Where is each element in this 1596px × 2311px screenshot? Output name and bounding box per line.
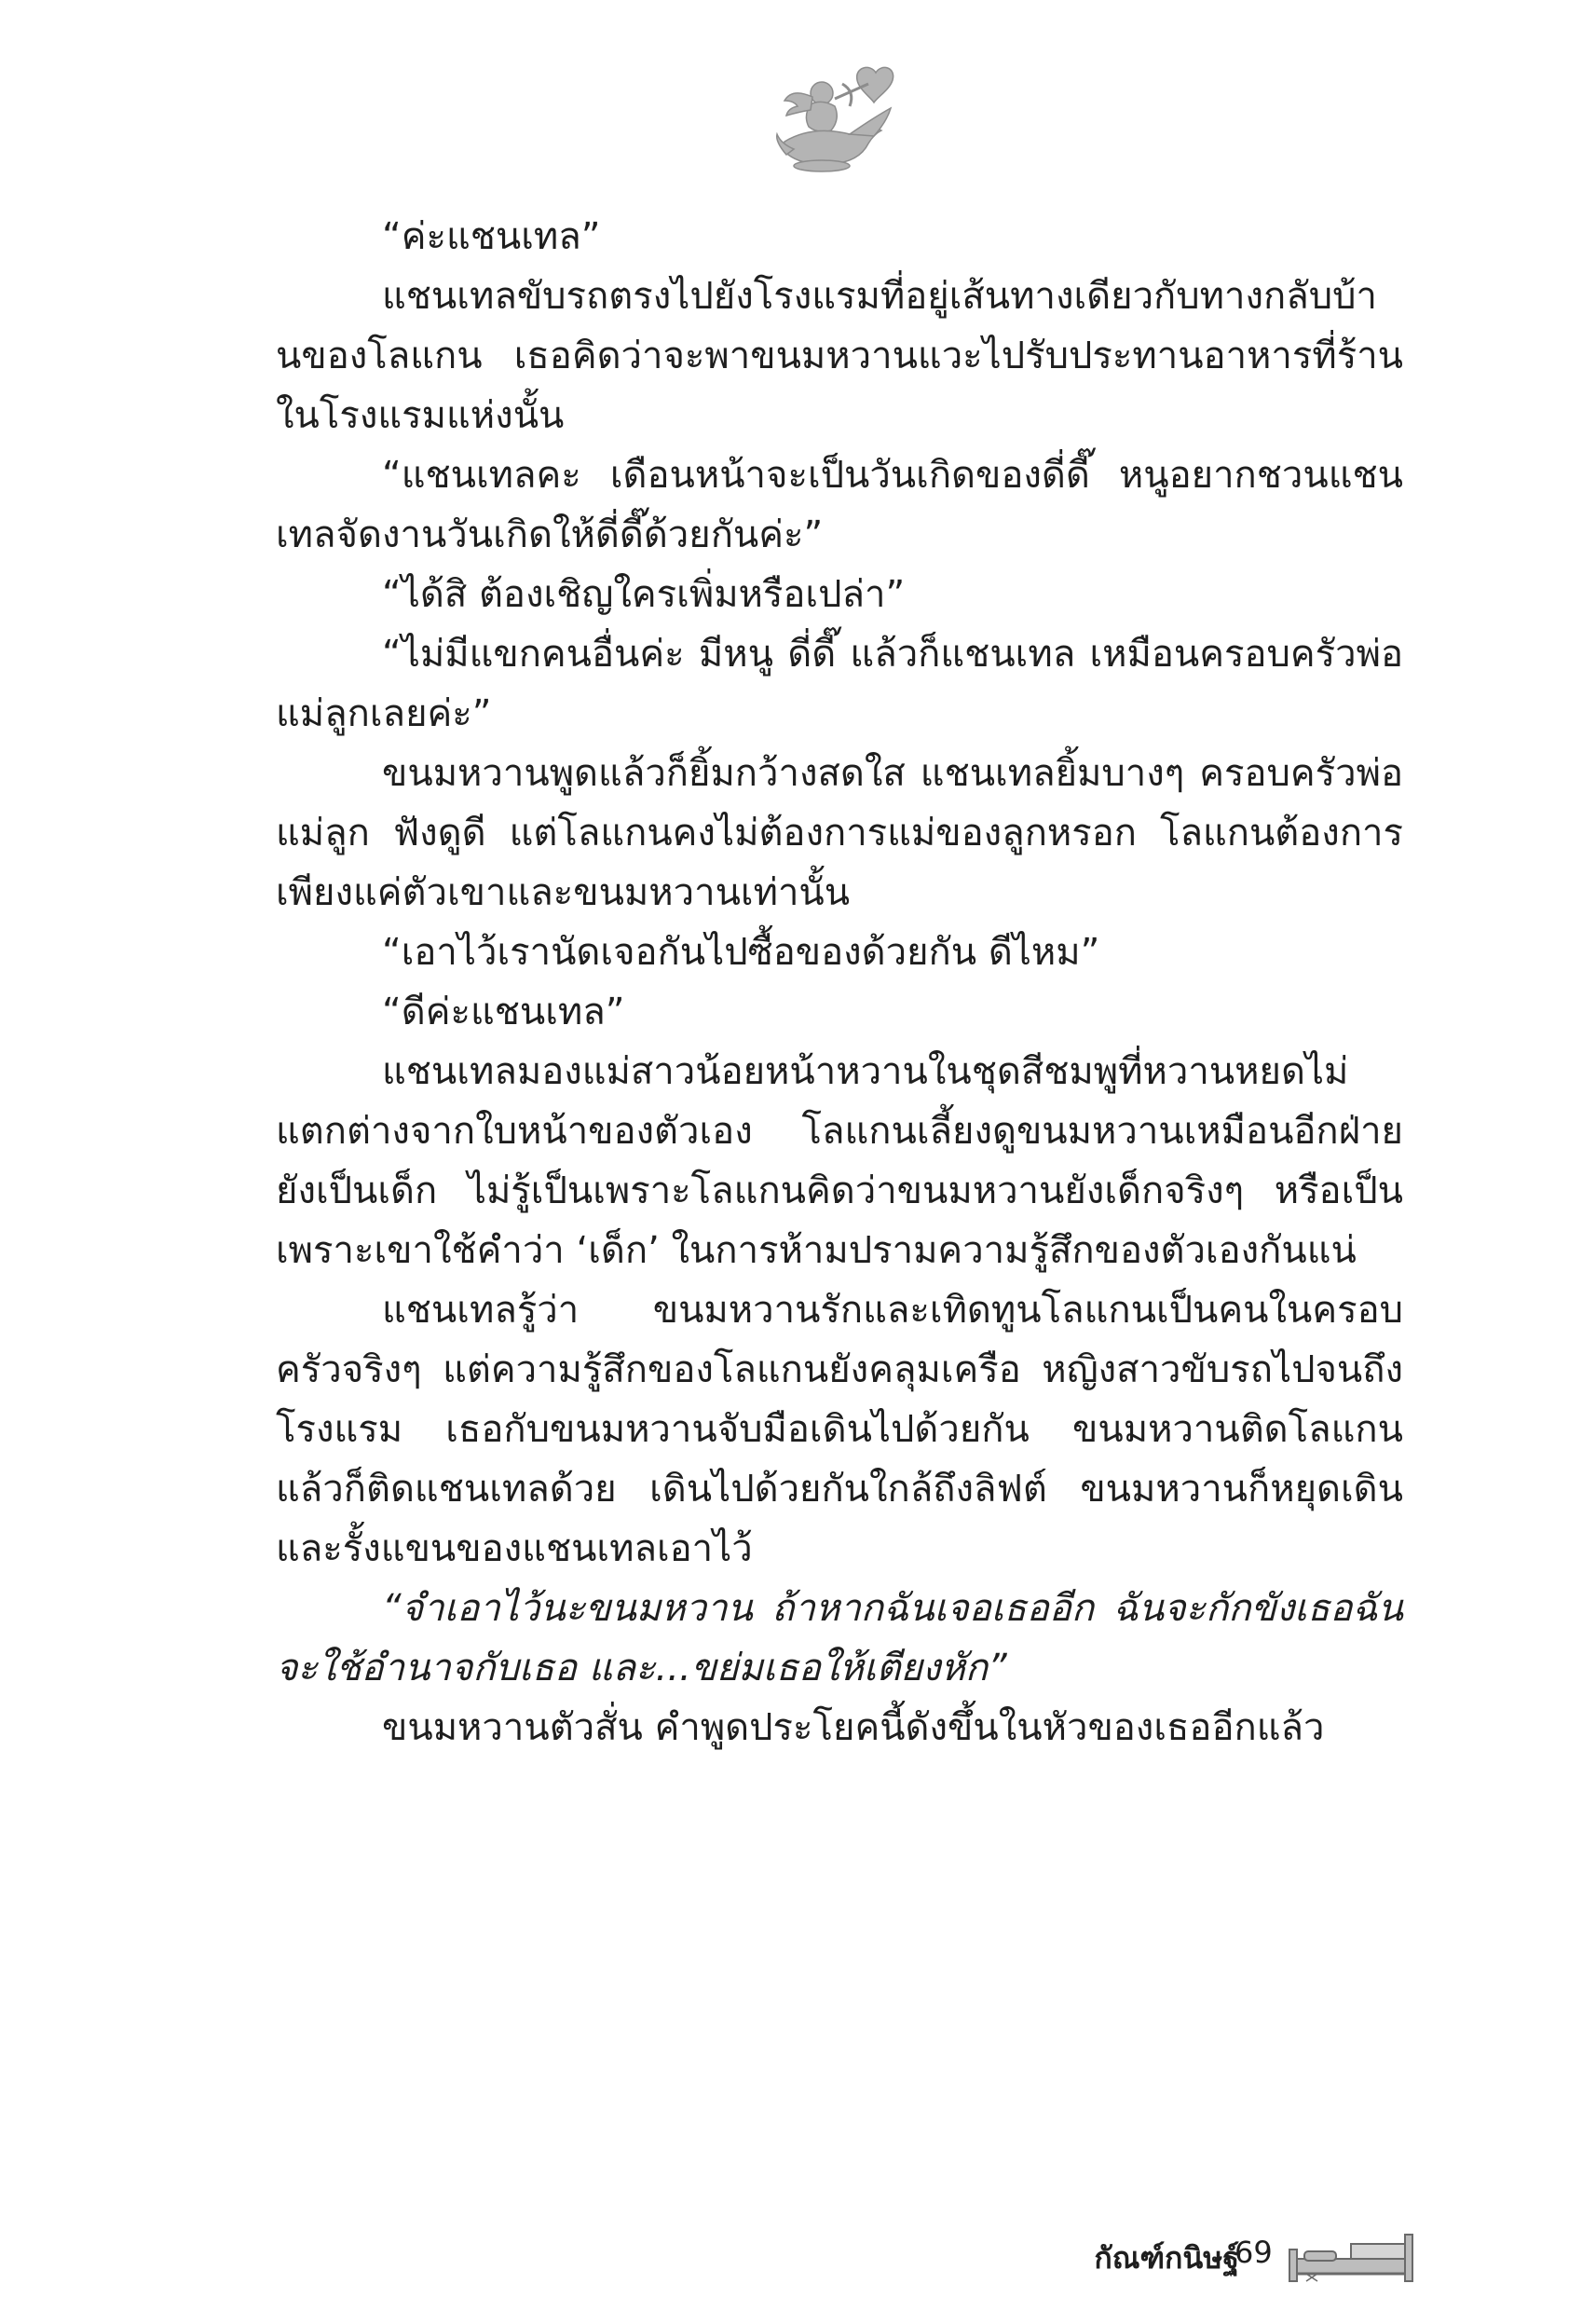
paragraph: “ได้สิ ต้องเชิญใครเพิ่มหรือเปล่า” <box>382 573 906 616</box>
paragraph: “เอาไว้เรานัดเจอกันไปซื้อของด้วยกัน ดีไหม” <box>382 931 1100 974</box>
book-title: กัณฑ์กนิษฐ์ <box>1094 2240 1239 2276</box>
bed-icon <box>1286 2231 1416 2283</box>
paragraph: “จำเอาไว้นะขนมหวาน ถ้าหากฉันเจอเธออีก ฉันจะกักขังเธอฉันจะใช้อำนาจกับเธอ และ...ขย่มเธอให้เตียงหัก” <box>276 1587 1403 1689</box>
page-footer <box>978 2227 1416 2292</box>
paragraph: แชนเทลรู้ว่า ขนมหวานรักและเทิดทูนโลแกนเป็นคนในครอบครัวจริงๆ แต่ความรู้สึกของโลแกนยังคลุมเครือ หญิงสาวขับรถไปจนถึงโรงแรม เธอกับขนมหวานจับมือเดินไปด้วยกัน ขนมหวานติดโลแกนแล้วก็ติดแชนเทลด้วย เดินไปด้วยกันใกล้ถึงลิฟต์ ขนมหวานก็หยุดเดินและรั้งแขนของแชนเทลเอาไว้ <box>276 1289 1403 1570</box>
paragraph: ขนมหวานตัวสั่น คำพูดประโยคนี้ดังขึ้นในหัวของเธออีกแล้ว <box>382 1706 1325 1749</box>
paragraph: “ดีค่ะแชนเทล” <box>382 991 625 1033</box>
body-text <box>276 207 1403 1757</box>
paragraph: “ค่ะแชนเทล” <box>382 215 601 258</box>
paragraph: “แชนเทลคะ เดือนหน้าจะเป็นวันเกิดของดี่ดี๊ หนูอยากชวนแชนเทลจัดงานวันเกิดให้ดี่ดี๊ด้วยกันค่ะ” <box>276 454 1403 556</box>
paragraph: ขนมหวานพูดแล้วก็ยิ้มกว้างสดใส แชนเทลยิ้มบางๆ ครอบครัวพ่อแม่ลูก ฟังดูดี แต่โลแกนคงไม่ต้องการแม่ของลูกหรอก โลแกนต้องการเพียงแค่ตัวเขาและขนมหวานเท่านั้น <box>276 752 1403 914</box>
page-number: 69 <box>1235 2235 1273 2270</box>
cupid-teapot-ornament-icon <box>757 56 915 177</box>
paragraph: “ไม่มีแขกคนอื่นค่ะ มีหนู ดี่ดี๊ แล้วก็แชนเทล เหมือนครอบครัวพ่อแม่ลูกเลยค่ะ” <box>276 633 1403 735</box>
paragraph: แชนเทลมองแม่สาวน้อยหน้าหวานในชุดสีชมพูที่หวานหยดไม่แตกต่างจากใบหน้าของตัวเอง โลแกนเลี้ยงดูขนมหวานเหมือนอีกฝ่ายยังเป็นเด็ก ไม่รู้เป็นเพราะโลแกนคิดว่าขนมหวานยังเด็กจริงๆ หรือเป็นเพราะเขาใช้คำว่า ‘เด็ก’ ในการห้ามปรามความรู้สึกของตัวเองกันแน่ <box>276 1050 1403 1272</box>
paragraph: แชนเทลขับรถตรงไปยังโรงแรมที่อยู่เส้นทางเดียวกับทางกลับบ้านของโลแกน เธอคิดว่าจะพาขนมหวานแวะไปรับประทานอาหารที่ร้านในโรงแรมแห่งนั้น <box>276 275 1403 437</box>
